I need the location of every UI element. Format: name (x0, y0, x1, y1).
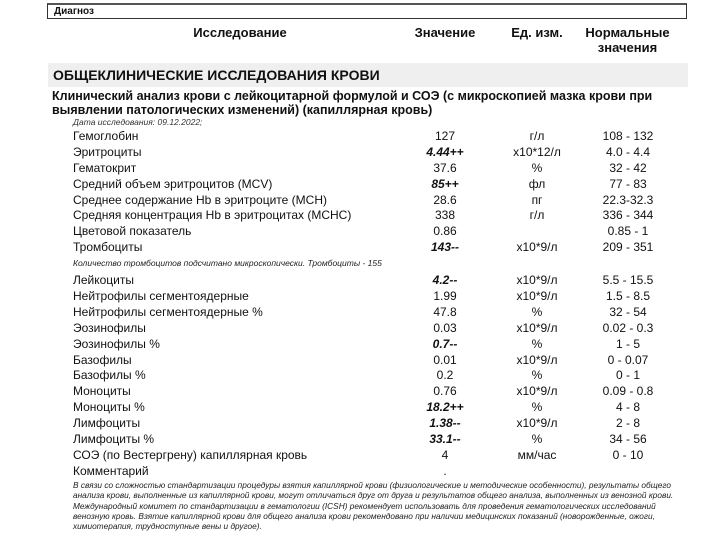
table-row (0, 448, 720, 464)
table-row (0, 240, 720, 256)
result-value: 33.1-- (429, 432, 461, 447)
result-norm: 108 - 132 (602, 129, 654, 143)
result-value: 0.03 (433, 320, 457, 335)
result-norm: 4 - 8 (615, 400, 640, 415)
result-norm: 0 - 0.07 (607, 352, 649, 367)
result-name: Средняя концентрация Hb в эритроцитах (MCHC) (73, 208, 352, 223)
result-name: Комментарий (73, 463, 149, 478)
result-unit: x10*9/л (516, 352, 558, 367)
table-row (0, 368, 720, 384)
result-norm: 0 - 10 (612, 447, 644, 462)
table-row (0, 145, 720, 161)
result-value: 1.38-- (429, 416, 461, 431)
table-row (0, 193, 720, 209)
table-row (0, 416, 720, 432)
result-name: Эозинофилы % (73, 336, 160, 351)
table-row (0, 273, 720, 289)
result-unit: x10*9/л (516, 320, 558, 335)
disclaimer-text: В связи со сложностью стандартизации процедуры взятия капиллярной крови (физиологические и методические особенности), результаты общего анализа крови, выполненные из капиллярной крови, могут отличаться друг от друга и результатов общего анализа, выполненных из венозной крови. Международный комитет по стандартизации в гематологии (ICSH) рекомендует использовать для проведения гематологических исследований венозную кровь. Взятие капиллярной крови для общего анализа крови рекомендовано при наличии медицинских показаний (новорожденные, ожоги, химиотерапия, трудноступные вены и другое). (73, 480, 674, 532)
column-header-value: Значение (414, 25, 476, 40)
result-name: Среднее содержание Hb в эритроците (MCH) (73, 192, 327, 207)
result-norm: 22.3-32.3 (602, 192, 654, 207)
result-value: 4.2-- (432, 273, 458, 288)
table-row (0, 353, 720, 369)
study-date: Дата исследования: 09.12.2022; (73, 117, 203, 127)
result-name: Лейкоциты (73, 273, 135, 288)
results-group-rbc-platelets (0, 129, 720, 256)
result-value: 85++ (431, 176, 459, 191)
result-value: 1.99 (433, 289, 457, 304)
result-unit: % (531, 432, 543, 447)
result-name: Цветовой показатель (73, 224, 192, 239)
result-norm: 1 - 5 (615, 336, 640, 351)
section-title: ОБЩЕКЛИНИЧЕСКИЕ ИССЛЕДОВАНИЯ КРОВИ (48, 63, 688, 87)
result-name: Лимфоциты (73, 416, 141, 431)
result-name: Лимфоциты % (73, 432, 155, 447)
column-header-norm-line2: значения (597, 40, 658, 55)
result-unit: г/л (529, 208, 545, 223)
result-unit: г/л (529, 129, 545, 143)
result-value: 18.2++ (426, 400, 464, 415)
diagnosis-field (47, 3, 687, 19)
result-norm: 0 - 1 (615, 368, 640, 383)
table-row (0, 305, 720, 321)
result-norm: 4.0 - 4.4 (605, 144, 651, 159)
result-unit: x10*9/л (516, 273, 558, 288)
table-row (0, 432, 720, 448)
table-row (0, 337, 720, 353)
result-norm: 5.5 - 15.5 (602, 273, 654, 288)
result-value: 37.6 (433, 160, 457, 175)
diagnosis-label: Диагноз (54, 6, 94, 17)
result-norm: 34 - 56 (609, 432, 647, 447)
table-row (0, 384, 720, 400)
result-name: Тромбоциты (73, 240, 143, 255)
result-unit: x10*9/л (516, 416, 558, 431)
result-value: 0.7-- (432, 336, 458, 351)
result-unit: пг (531, 192, 543, 207)
result-value: 28.6 (433, 192, 457, 207)
results-table (0, 129, 720, 480)
result-value: 0.01 (433, 352, 457, 367)
result-unit: x10*9/л (516, 384, 558, 399)
platelet-note (0, 256, 720, 273)
result-norm: 209 - 351 (602, 240, 654, 255)
result-value: 0.2 (436, 368, 454, 383)
table-row (0, 177, 720, 193)
result-norm: 0.02 - 0.3 (602, 320, 654, 335)
result-value: 143-- (430, 240, 459, 255)
result-name: Эритроциты (73, 144, 142, 159)
column-header-study: Исследование (193, 25, 287, 40)
result-norm: 2 - 8 (615, 416, 640, 431)
result-unit: % (531, 400, 543, 415)
result-name: Моноциты (73, 384, 131, 399)
result-value: 47.8 (433, 304, 457, 319)
result-unit: мм/час (517, 447, 557, 462)
result-value: 338 (434, 208, 456, 223)
test-title: Клинический анализ крови с лейкоцитарной формулой и СОЭ (с микроскопией мазка крови при выявлении патологических изменений) (капиллярная кровь) (52, 89, 653, 117)
platelet-note-text: Количество тромбоцитов подсчитано микроскопически. Тромбоциты - 155 (73, 258, 382, 269)
result-unit: % (531, 160, 543, 175)
result-name: Нейтрофилы сегментоядерные (73, 289, 249, 304)
result-name: СОЭ (по Вестергрену) капиллярная кровь (73, 447, 308, 462)
result-value: . (443, 463, 447, 478)
table-row (0, 161, 720, 177)
results-group-wbc (0, 273, 720, 480)
result-name: Средний объем эритроцитов (MCV) (73, 176, 273, 191)
table-row (0, 129, 720, 145)
result-unit: x10*12/л (513, 144, 561, 159)
result-name: Гематокрит (73, 160, 137, 175)
table-row (0, 464, 720, 480)
result-norm: 32 - 42 (609, 160, 647, 175)
result-value: 0.86 (433, 224, 457, 239)
column-header-norm-line1: Нормальные (585, 25, 670, 40)
result-norm: 336 - 344 (602, 208, 654, 223)
table-row (0, 224, 720, 240)
result-value: 4.44++ (426, 144, 464, 159)
result-unit: x10*9/л (516, 289, 558, 304)
result-value: 4 (441, 447, 449, 462)
result-value: 127 (434, 129, 456, 143)
result-norm: 32 - 54 (609, 304, 647, 319)
result-unit: % (531, 304, 543, 319)
result-name: Базофилы (73, 352, 132, 367)
table-row (0, 208, 720, 224)
table-row (0, 400, 720, 416)
result-norm: 1.5 - 8.5 (605, 289, 651, 304)
result-unit: x10*9/л (516, 240, 558, 255)
result-unit: фл (528, 176, 546, 191)
table-row (0, 289, 720, 305)
result-unit: % (531, 368, 543, 383)
result-name: Нейтрофилы сегментоядерные % (73, 304, 263, 319)
column-header-norm (570, 25, 685, 55)
result-norm: 0.85 - 1 (607, 224, 649, 239)
table-row (0, 321, 720, 337)
result-norm: 77 - 83 (609, 176, 647, 191)
result-name: Эозинофилы (73, 320, 146, 335)
result-name: Базофилы % (73, 368, 146, 383)
result-name: Моноциты % (73, 400, 145, 415)
result-value: 0.76 (433, 384, 457, 399)
result-norm: 0.09 - 0.8 (602, 384, 654, 399)
result-unit: % (531, 336, 543, 351)
column-header-unit: Ед. изм. (511, 25, 563, 40)
result-name: Гемоглобин (73, 129, 139, 143)
